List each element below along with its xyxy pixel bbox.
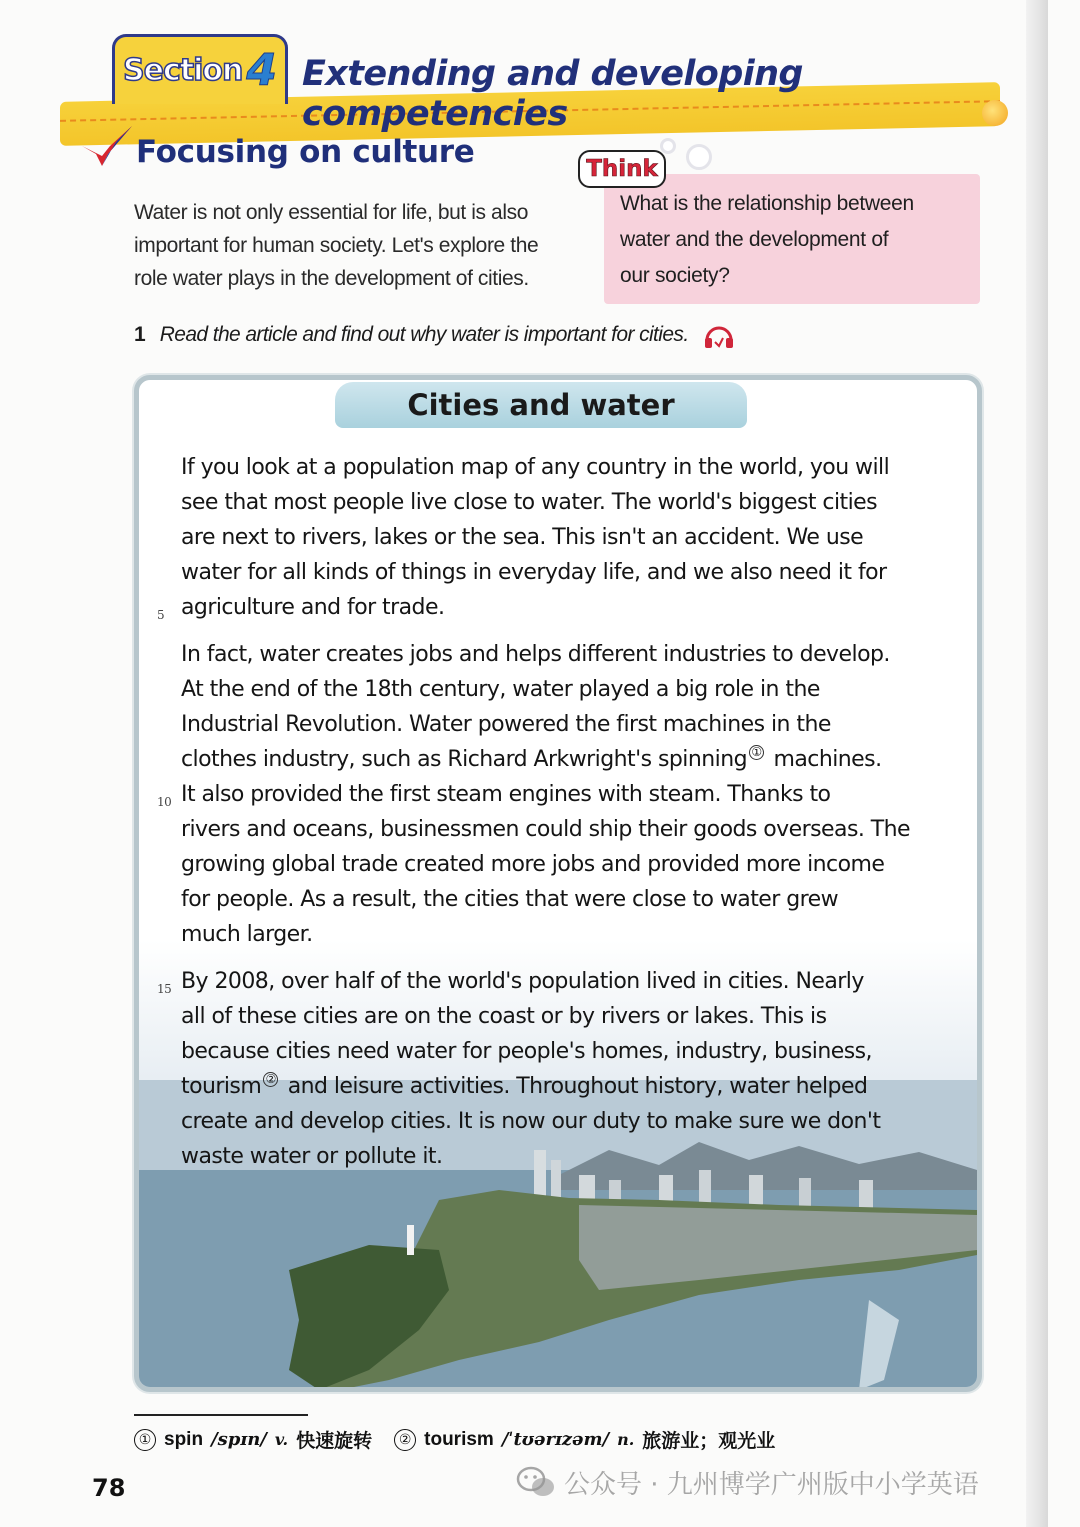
- instruction-text: Read the article and find out why water is important for cities.: [159, 323, 689, 346]
- footnote-translation: 旅游业；观光业: [642, 1430, 776, 1452]
- article-line: rivers and oceans, businessmen could ship their goods overseas. The: [181, 817, 911, 842]
- section-title: Extending and developing competencies: [302, 54, 803, 134]
- footnote-rule: [134, 1414, 308, 1416]
- article-line: much larger.: [181, 922, 313, 947]
- article-line: waste water or pollute it.: [181, 1144, 443, 1169]
- article-panel: [134, 375, 982, 1392]
- footnote-translation: 快速旋转: [296, 1430, 373, 1452]
- article-line: Industrial Revolution. Water powered the first machines in the: [181, 712, 831, 737]
- article-line: are next to rivers, lakes or the sea. This isn't an accident. We use: [181, 525, 864, 550]
- article-line: because cities need water for people's homes, industry, business,: [181, 1039, 872, 1064]
- footnote-pos: n.: [617, 1430, 635, 1449]
- intro-line: role water plays in the development of cities.: [134, 267, 529, 290]
- footnote-1: [134, 1426, 372, 1453]
- page-edge: [1026, 0, 1048, 1527]
- article-line: and leisure activities. Throughout history, water helped: [287, 1074, 868, 1099]
- footnote-pos: v.: [274, 1430, 289, 1449]
- footnote-2: [394, 1426, 775, 1453]
- intro-line: Water is not only essential for life, but is also: [134, 201, 528, 224]
- article-paragraph-3: [157, 964, 971, 1174]
- footnote-ipa: /spɪn/: [211, 1429, 267, 1450]
- section-tab: [112, 34, 288, 104]
- footnote-word: spin: [164, 1428, 204, 1450]
- think-question: [620, 186, 970, 294]
- article-title: Cities and water: [335, 382, 747, 428]
- article-line: By 2008, over half of the world's population lived in cities. Nearly: [181, 969, 864, 994]
- wechat-icon: [516, 1465, 556, 1501]
- section-word: Section: [123, 53, 243, 88]
- footnote-ipa: /ˈtʊərɪzəm/: [501, 1429, 610, 1450]
- intro-text: [134, 196, 594, 295]
- article-line: create and develop cities. It is now our duty to make sure we don't: [181, 1109, 881, 1134]
- headphones-audio-icon[interactable]: [703, 320, 735, 350]
- think-question-line: What is the relationship between: [620, 192, 914, 215]
- line-number: 15: [157, 982, 172, 996]
- article-line: water for all kinds of things in everyday life, and we also need it for: [181, 560, 887, 585]
- section-banner: [0, 30, 1020, 134]
- article-line: If you look at a population map of any country in the world, you will: [181, 455, 890, 480]
- article-line: see that most people live close to water. The world's biggest cities: [181, 490, 878, 515]
- page-number: 78: [92, 1474, 126, 1502]
- exercise-instruction: [134, 320, 735, 350]
- article-line: machines.: [773, 747, 882, 772]
- article-line: growing global trade created more jobs and provided more income: [181, 852, 885, 877]
- thought-bubble: [660, 138, 676, 154]
- footnote-ref-1[interactable]: ①: [749, 745, 764, 760]
- article-line: clothes industry, such as Richard Arkwright's spinning: [181, 747, 748, 772]
- article-paragraph-1: [157, 450, 971, 625]
- footnotes: [134, 1426, 775, 1453]
- article-line: all of these cities are on the coast or by rivers or lakes. This is: [181, 1004, 827, 1029]
- footnote-word: tourism: [424, 1428, 494, 1450]
- section-number: 4: [246, 45, 277, 96]
- watermark-text: 公众号 · 九州博学广州版中小学英语: [564, 1470, 979, 1500]
- footnote-ref-2[interactable]: ②: [263, 1072, 278, 1087]
- article-line: In fact, water creates jobs and helps different industries to develop.: [181, 642, 890, 667]
- article-line: At the end of the 18th century, water played a big role in the: [181, 677, 820, 702]
- line-number: 5: [157, 608, 165, 622]
- article-line: tourism: [181, 1074, 262, 1099]
- check-mark-icon: [80, 124, 134, 172]
- intro-line: important for human society. Let's explore the: [134, 234, 539, 257]
- culture-heading: Focusing on culture: [136, 134, 475, 170]
- article-line: agriculture and for trade.: [181, 595, 445, 620]
- article-paragraph-2: [157, 637, 971, 952]
- watermark: [516, 1464, 979, 1501]
- article-line: It also provided the first steam engines with steam. Thanks to: [181, 782, 831, 807]
- exercise-number: 1: [134, 323, 146, 346]
- think-question-line: our society?: [620, 264, 730, 287]
- line-number: 10: [157, 795, 172, 809]
- footnote-mark: ②: [394, 1429, 416, 1451]
- article-line: for people. As a result, the cities that were close to water grew: [181, 887, 839, 912]
- article-body: [157, 450, 971, 1186]
- think-label: Think: [578, 150, 666, 188]
- thought-bubble: [686, 144, 712, 170]
- think-question-line: water and the development of: [620, 228, 889, 251]
- footnote-mark: ①: [134, 1429, 156, 1451]
